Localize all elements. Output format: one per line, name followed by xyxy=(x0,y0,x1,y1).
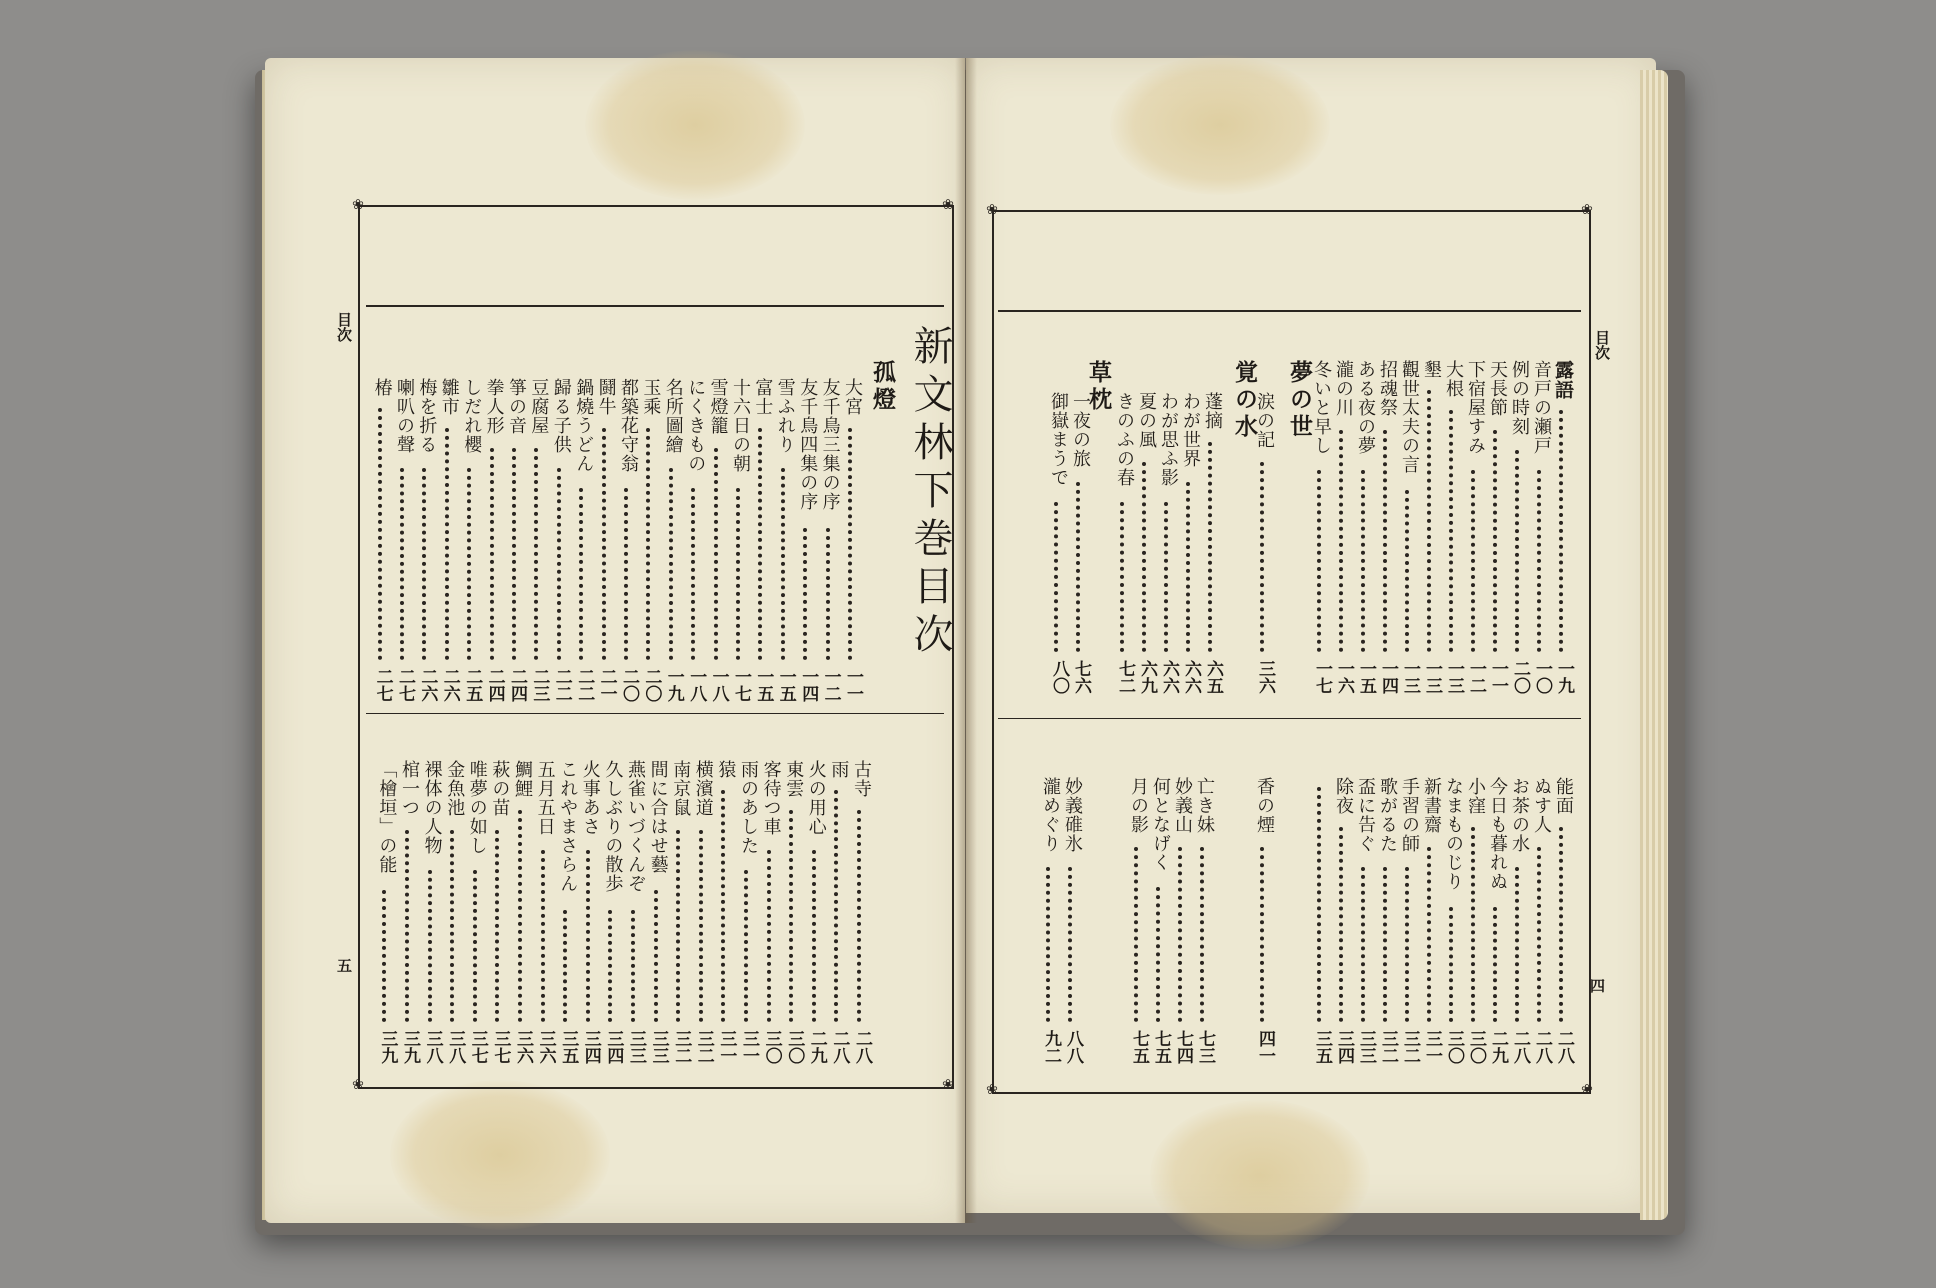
toc-entry-title: 墾 xyxy=(1421,360,1442,379)
left-middle-rule xyxy=(366,713,944,714)
toc-page-number: 二四 xyxy=(484,668,505,702)
toc-entry-title: 能面 xyxy=(1553,777,1574,815)
toc-entry-title: 除夜 xyxy=(1333,777,1354,815)
toc-entry-title: 金魚池 xyxy=(444,760,466,817)
toc-page-number: 二二 xyxy=(574,668,595,702)
toc-entry-title: ぬす人 xyxy=(1531,777,1552,834)
toc-entry-title: 新書齋 xyxy=(1421,777,1442,834)
toc-entry-title: 冬いと早し xyxy=(1311,360,1332,455)
leader-dots xyxy=(378,408,382,660)
toc-page-number: 三〇 xyxy=(761,1030,782,1064)
toc-page-number: 一六 xyxy=(1334,660,1354,694)
leader-dots xyxy=(631,910,635,1022)
toc-entry-title: 小窪 xyxy=(1465,777,1486,815)
right-middle-rule xyxy=(998,718,1581,719)
toc-page-number: 七五 xyxy=(1151,1030,1171,1064)
toc-entry-title: 箏の音 xyxy=(506,378,527,435)
toc-page-number: 二七 xyxy=(372,668,393,702)
leader-dots xyxy=(579,488,583,660)
leader-dots xyxy=(405,830,409,1022)
toc-page-number: 三五 xyxy=(558,1030,579,1064)
toc-page-number: 七六 xyxy=(1071,660,1091,694)
toc-page-number: 三九 xyxy=(400,1030,420,1064)
toc-page-number: 一九 xyxy=(663,668,684,702)
leader-dots xyxy=(654,890,658,1022)
toc-entry-title: ある夜の夢 xyxy=(1355,360,1376,455)
toc-entry-title: 富士 xyxy=(752,378,774,416)
leader-dots xyxy=(518,810,522,1022)
leader-dots xyxy=(1559,410,1563,652)
toc-entry-title: これやまさらん xyxy=(557,760,579,893)
toc-page-number: 二二 xyxy=(551,668,572,702)
leader-dots xyxy=(669,468,673,660)
leader-dots xyxy=(1449,410,1453,652)
leader-dots xyxy=(676,830,680,1022)
toc-page-number: 三三 xyxy=(648,1030,669,1064)
leader-dots xyxy=(1208,442,1212,652)
leader-dots xyxy=(608,910,612,1022)
toc-entry-title: 鍋燒うどん xyxy=(573,378,595,473)
leader-dots xyxy=(721,790,725,1022)
toc-page-number: 二六 xyxy=(439,668,460,702)
toc-entry-title: 都築花守翁 xyxy=(618,378,639,473)
section-heading-yume-no-yo: 夢の世 xyxy=(1286,360,1313,441)
toc-entry-title: 猿 xyxy=(715,760,737,779)
toc-entry-title: 月の影 xyxy=(1128,777,1149,834)
toc-entry-title: 火の用心 xyxy=(805,760,827,836)
leader-dots xyxy=(803,528,807,660)
leader-dots xyxy=(1046,867,1050,1022)
toc-entry-title: 瀧の川 xyxy=(1333,360,1354,417)
toc-page-number: 七三 xyxy=(1195,1030,1215,1064)
toc-page-number: 二八 xyxy=(1554,1030,1574,1064)
toc-page-number: 七五 xyxy=(1129,1030,1149,1064)
section-heading-kotou: 孤燈 xyxy=(869,360,896,414)
flower-ornament-icon: ❀ xyxy=(1581,1082,1593,1098)
leader-dots xyxy=(428,870,432,1022)
water-stain xyxy=(1110,55,1330,195)
right-header-rule xyxy=(998,310,1581,312)
toc-page-number: 一七 xyxy=(1312,660,1332,694)
leader-dots xyxy=(758,428,762,660)
leader-dots xyxy=(1449,907,1453,1022)
toc-page-number: 三〇 xyxy=(1466,1030,1486,1064)
toc-page-number: 二三 xyxy=(529,668,550,702)
toc-entry-title: 今日も暮れぬ xyxy=(1487,777,1508,891)
leader-dots xyxy=(1068,867,1072,1022)
toc-page-number: 三九 xyxy=(377,1030,398,1064)
toc-page-number: 三六 xyxy=(535,1030,556,1064)
right-margin-label: 目次 xyxy=(1593,330,1611,360)
flower-ornament-icon: ❀ xyxy=(1581,202,1593,218)
toc-entry-title: わが思ふ影 xyxy=(1158,392,1179,487)
toc-entry-title: 雨 xyxy=(828,760,850,779)
toc-entry-title: 椿 xyxy=(371,378,393,397)
toc-entry-title: 鬪牛 xyxy=(595,378,617,416)
leader-dots xyxy=(1405,490,1409,652)
toc-entry-title: 萩の苗 xyxy=(489,760,511,817)
toc-page-number: 二〇 xyxy=(641,668,662,702)
toc-entry-title: 友千鳥四集の序 xyxy=(797,378,819,511)
toc-entry-title: 雛市 xyxy=(438,378,460,416)
leader-dots xyxy=(1427,390,1431,652)
toc-page-number: 三五 xyxy=(1312,1030,1332,1064)
leader-dots xyxy=(767,850,771,1022)
toc-page-number: 三八 xyxy=(422,1030,443,1064)
toc-entry-title: 大宮 xyxy=(842,378,863,416)
toc-entry-title: 雨のあした xyxy=(738,760,759,855)
leader-dots xyxy=(699,830,703,1022)
flower-ornament-icon: ❀ xyxy=(352,197,364,213)
toc-entry-title: 鯛鯉 xyxy=(512,760,533,798)
toc-page-number: 三二 xyxy=(1400,1030,1420,1064)
toc-entry-title: 火事あさ xyxy=(579,760,601,836)
leader-dots xyxy=(1156,887,1160,1022)
toc-page-number: 三三 xyxy=(1356,1030,1376,1064)
leader-dots xyxy=(736,488,740,660)
leader-dots xyxy=(691,488,695,660)
left-page-number: 五 xyxy=(335,958,353,973)
leader-dots xyxy=(512,448,516,660)
toc-page-number: 三二 xyxy=(1378,1030,1398,1064)
flower-ornament-icon: ❀ xyxy=(986,202,998,218)
leader-dots xyxy=(1260,462,1264,652)
toc-page-number: 三一 xyxy=(1422,1030,1442,1064)
toc-entry-title: 觀世太夫の言 xyxy=(1399,360,1420,474)
toc-page-number: 二七 xyxy=(395,668,415,702)
toc-entry-title: 横濱道 xyxy=(692,760,714,817)
toc-page-number: 二四 xyxy=(507,668,527,702)
toc-entry-title: 十六日の朝 xyxy=(730,378,751,473)
toc-page-number: 二八 xyxy=(852,1030,872,1064)
toc-entry-title: 客待つ車 xyxy=(760,760,782,836)
toc-page-number: 三一 xyxy=(716,1030,737,1064)
toc-page-number: 三六 xyxy=(513,1030,533,1064)
toc-page-number: 一四 xyxy=(1378,660,1398,694)
leader-dots xyxy=(1200,847,1204,1022)
toc-entry-title: 招魂祭 xyxy=(1377,360,1398,417)
leader-dots xyxy=(1537,470,1541,652)
toc-page-number: 六五 xyxy=(1203,660,1223,694)
toc-entry-title: きのふの春 xyxy=(1114,392,1135,487)
toc-entry-title: 名所圖繪 xyxy=(662,378,684,454)
toc-entry-title: 香の煙 xyxy=(1254,777,1275,834)
toc-page-number: 一八 xyxy=(686,668,707,702)
toc-entry-title: 下宿屋すみ xyxy=(1465,360,1486,455)
water-stain xyxy=(390,1080,610,1230)
toc-entry-title: 露語 xyxy=(1552,360,1574,400)
toc-page-number: 一三 xyxy=(1422,660,1442,694)
toc-page-number: 一一 xyxy=(1488,660,1508,694)
flower-ornament-icon: ❀ xyxy=(986,1082,998,1098)
toc-entry-title: 蓬摘 xyxy=(1202,392,1223,430)
toc-entry-title: 例の時刻 xyxy=(1509,360,1530,436)
toc-page-number: 二一 xyxy=(596,668,617,702)
toc-page-number: 一四 xyxy=(798,668,819,702)
toc-page-number: 二八 xyxy=(829,1030,850,1064)
section-heading-kusamakura: 草枕 xyxy=(1085,360,1112,414)
toc-entry-title: 盃に告ぐ xyxy=(1355,777,1376,853)
toc-page-number: 二八 xyxy=(1510,1030,1530,1064)
leader-dots xyxy=(1471,827,1475,1022)
leader-dots xyxy=(450,830,454,1022)
toc-page-number: 一七 xyxy=(731,668,751,702)
toc-page-number: 七二 xyxy=(1115,660,1135,694)
toc-entry-title: 拳人形 xyxy=(483,378,505,435)
leader-dots xyxy=(1471,470,1475,652)
toc-entry-title: 玉乘 xyxy=(640,378,662,416)
toc-entry-title: 豆腐屋 xyxy=(528,378,550,435)
toc-entry-title: 御嶽まうで xyxy=(1048,392,1069,487)
toc-page-number: 一九 xyxy=(1554,660,1574,694)
toc-entry-title: 天長節 xyxy=(1487,360,1508,417)
toc-entry-title: 瀧めぐり xyxy=(1040,777,1061,853)
toc-page-number: 三二 xyxy=(671,1030,692,1064)
toc-page-number: 八八 xyxy=(1063,1030,1083,1064)
leader-dots xyxy=(445,428,449,660)
toc-entry-title: 東雲 xyxy=(783,760,805,798)
toc-page-number: 三七 xyxy=(467,1030,488,1064)
toc-page-number: 三三 xyxy=(626,1030,646,1064)
toc-page-number: 三七 xyxy=(490,1030,511,1064)
leader-dots xyxy=(1493,430,1497,652)
right-page-number: 四 xyxy=(1588,978,1606,993)
toc-page-number: 三一 xyxy=(739,1030,759,1064)
toc-entry-title: 亡き妹 xyxy=(1194,777,1215,834)
toc-page-number: 二六 xyxy=(417,668,438,702)
leader-dots xyxy=(1134,847,1138,1022)
leader-dots xyxy=(1383,430,1387,652)
leader-dots xyxy=(624,488,628,660)
toc-page-number: 六六 xyxy=(1181,660,1201,694)
toc-page-number: 一二 xyxy=(1466,660,1486,694)
leader-dots xyxy=(1339,430,1343,652)
toc-entry-title: 妙義山 xyxy=(1172,777,1193,834)
toc-entry-title: にくきもの xyxy=(685,378,707,473)
toc-page-number: 一二 xyxy=(820,668,841,702)
leader-dots xyxy=(834,790,838,1022)
toc-page-number: 三四 xyxy=(603,1030,624,1064)
toc-entry-title: 雪燈籠 xyxy=(707,378,729,435)
toc-page-number: 三四 xyxy=(580,1030,601,1064)
toc-page-number: 二〇 xyxy=(619,668,639,702)
leader-dots xyxy=(1054,502,1058,652)
leader-dots xyxy=(646,428,650,660)
leader-dots xyxy=(382,890,386,1022)
leader-dots xyxy=(789,810,793,1022)
toc-page-number: 四一 xyxy=(1255,1030,1275,1064)
toc-entry-title: 涙の記 xyxy=(1254,392,1275,449)
toc-entry-title: 雪ふれり xyxy=(774,378,796,454)
toc-page-number: 三〇 xyxy=(784,1030,805,1064)
toc-page-number: 一五 xyxy=(753,668,774,702)
toc-page-number: 六九 xyxy=(1137,660,1157,694)
page-edge-right xyxy=(1640,70,1668,1220)
leader-dots xyxy=(602,428,606,660)
flower-ornament-icon: ❀ xyxy=(352,1077,364,1093)
toc-page-number: 一八 xyxy=(708,668,729,702)
section-heading-utsutsu-no-mizu: 覚の水 xyxy=(1231,360,1258,441)
water-stain xyxy=(1150,1100,1370,1250)
toc-page-number: 七四 xyxy=(1173,1030,1193,1064)
leader-dots xyxy=(586,850,590,1022)
leader-dots xyxy=(1383,867,1387,1022)
toc-entry-title: お茶の水 xyxy=(1509,777,1530,853)
leader-dots xyxy=(1076,482,1080,652)
toc-page-number: 二九 xyxy=(1488,1030,1508,1064)
toc-entry-title: 間に合はせ藝 xyxy=(647,760,669,874)
leader-dots xyxy=(1361,867,1365,1022)
leader-dots xyxy=(1178,847,1182,1022)
toc-entry-title: 五月五日 xyxy=(534,760,556,836)
leader-dots xyxy=(1559,827,1563,1022)
toc-page-number: 一一 xyxy=(843,668,863,702)
leader-dots xyxy=(1186,482,1190,652)
leader-dots xyxy=(1361,470,1365,652)
toc-entry-title: 梅を折る xyxy=(416,378,438,454)
leader-dots xyxy=(826,528,830,660)
toc-entry-title: 夏の風 xyxy=(1136,392,1157,449)
leader-dots xyxy=(541,850,545,1022)
leader-dots xyxy=(563,910,567,1022)
toc-page-number: 三六 xyxy=(1255,660,1275,694)
toc-entry-title: 「檜垣」の能 xyxy=(376,760,398,874)
leader-dots xyxy=(1317,470,1321,652)
leader-dots xyxy=(1317,787,1321,1022)
toc-entry-title: 妙義碓氷 xyxy=(1062,777,1083,853)
toc-entry-title: なまものじり xyxy=(1443,777,1464,891)
toc-page-number: 二九 xyxy=(806,1030,827,1064)
toc-entry-title: 何となげく xyxy=(1150,777,1171,872)
leader-dots xyxy=(495,830,499,1022)
toc-entry-title: 裸体の人物 xyxy=(421,760,443,855)
water-stain xyxy=(585,50,805,200)
toc-page-number: 三〇 xyxy=(1444,1030,1464,1064)
toc-page-number: 三二 xyxy=(693,1030,714,1064)
leader-dots xyxy=(1142,462,1146,652)
flower-ornament-icon: ❀ xyxy=(942,1077,954,1093)
toc-page-number: 一五 xyxy=(1356,660,1376,694)
toc-entry-title: 一夜の旅 xyxy=(1070,392,1091,468)
leader-dots xyxy=(490,448,494,660)
toc-entry-title: 唯夢の如し xyxy=(466,760,488,855)
toc-entry-title: 古寺 xyxy=(851,760,872,798)
toc-entry-title: 手習の師 xyxy=(1399,777,1420,853)
toc-entry-title: わが世界 xyxy=(1180,392,1201,468)
toc-page-number: 八〇 xyxy=(1049,660,1069,694)
toc-page-number: 九二 xyxy=(1041,1030,1061,1064)
toc-entry-title: 大根 xyxy=(1443,360,1464,398)
leader-dots xyxy=(812,850,816,1022)
right-page-frame xyxy=(992,210,1591,1094)
leader-dots xyxy=(400,468,404,660)
toc-entry-title: しだれ櫻 xyxy=(461,378,483,454)
toc-page-number: 二〇 xyxy=(1510,660,1530,694)
toc-page-number: 一三 xyxy=(1400,660,1420,694)
leader-dots xyxy=(848,428,852,660)
toc-entry-title: 南京鼠 xyxy=(670,760,692,817)
toc-title: 新文林下巻目次 xyxy=(907,325,953,661)
leader-dots xyxy=(1120,502,1124,652)
toc-page-number: 三八 xyxy=(445,1030,466,1064)
leader-dots xyxy=(1260,847,1264,1022)
toc-page-number: 一〇 xyxy=(1532,660,1552,694)
leader-dots xyxy=(744,870,748,1022)
leader-dots xyxy=(557,468,561,660)
leader-dots xyxy=(1493,907,1497,1022)
leader-dots xyxy=(422,468,426,660)
leader-dots xyxy=(1339,827,1343,1022)
leader-dots xyxy=(467,468,471,660)
toc-entry-title: 棺一つ xyxy=(399,760,420,817)
leader-dots xyxy=(1427,847,1431,1022)
toc-page-number: 三四 xyxy=(1334,1030,1354,1064)
left-header-rule xyxy=(366,305,944,307)
toc-page-number: 二八 xyxy=(1532,1030,1552,1064)
toc-entry-title: 歸る子供 xyxy=(550,378,572,454)
flower-ornament-icon: ❀ xyxy=(942,197,954,213)
toc-entry-title: 歌がるた xyxy=(1377,777,1398,853)
toc-entry-title: 喇叭の聲 xyxy=(394,378,415,454)
leader-dots xyxy=(781,468,785,660)
leader-dots xyxy=(1537,847,1541,1022)
toc-page-number: 二五 xyxy=(462,668,483,702)
toc-entry-title: 久しぶりの散歩 xyxy=(602,760,624,893)
toc-page-number: 一三 xyxy=(1444,660,1464,694)
toc-entry-title: 音戸の瀬戸 xyxy=(1531,360,1552,455)
leader-dots xyxy=(1515,450,1519,652)
leader-dots xyxy=(1164,502,1168,652)
leader-dots xyxy=(534,448,538,660)
toc-page-number: 一五 xyxy=(775,668,796,702)
leader-dots xyxy=(1515,867,1519,1022)
leader-dots xyxy=(714,448,718,660)
leader-dots xyxy=(1405,867,1409,1022)
toc-page-number: 六六 xyxy=(1159,660,1179,694)
left-margin-label: 目次 xyxy=(335,312,353,342)
leader-dots xyxy=(857,810,861,1022)
toc-entry-title: 燕雀いづくんぞ xyxy=(625,760,646,893)
leader-dots xyxy=(473,870,477,1022)
toc-entry-title: 友千鳥三集の序 xyxy=(819,378,841,511)
